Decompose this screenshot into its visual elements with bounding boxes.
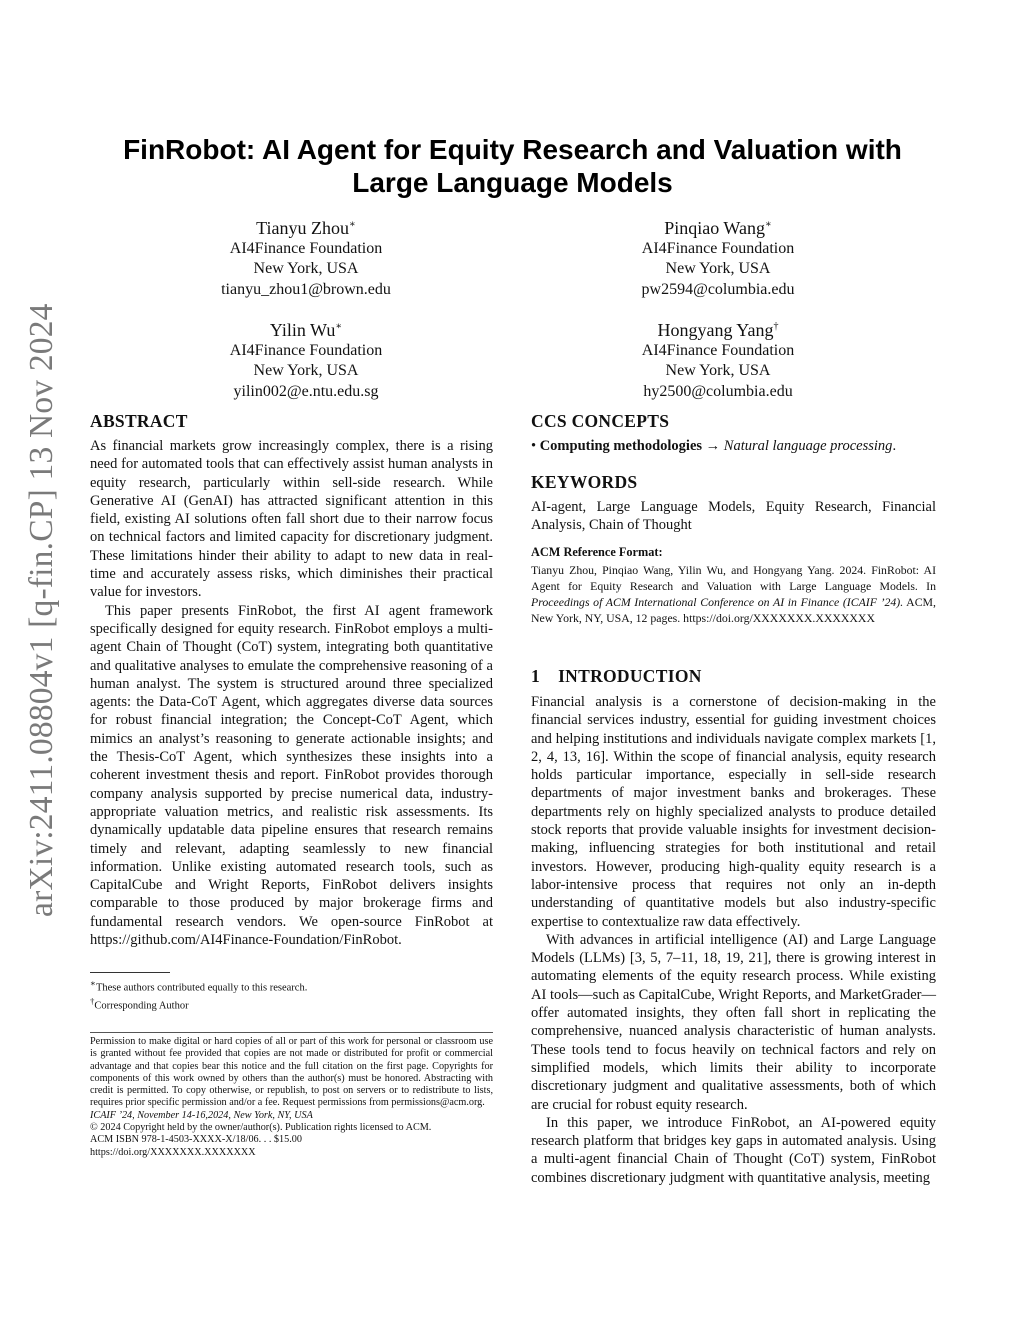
acm-ref-body: Tianyu Zhou, Pinqiao Wang, Yilin Wu, and Hongyang Yang. 2024. FinRobot: AI Agent for Equity Research and Valuation with Large Language Models. In Proceedings of ACM International Conference on AI in Finance (ICAIF ’24). ACM, New York, NY, USA, 12 pages. https://doi.org/XXXXXXX.XXXXXXX xyxy=(531,563,936,625)
footnote-equal: ∗These authors contributed equally to this research. xyxy=(90,978,308,994)
abstract-paragraph: As financial markets grow increasingly complex, there is a rising need for automated tools that can effectively assist human analysts in equity research, particularly within sell-side research. While Generative AI (GenAI) has attracted significant attention in this field, existing AI solutions often fall short due to their narrow focus on technical factors and limited capacity for discretionary judgment. These limitations hinder their ability to adapt to new data in real-time and accurately assess risks, which diminishes their practical value for investors. xyxy=(90,438,493,601)
footnote-corresponding: †Corresponding Author xyxy=(90,996,189,1012)
author-affiliation: AI4Finance Foundation xyxy=(229,240,383,257)
abstract-heading: ABSTRACT xyxy=(90,411,188,431)
author-affiliation: AI4Finance Foundation xyxy=(229,342,383,359)
copyright-line: © 2024 Copyright held by the owner/author(s). Publication rights licensed to ACM. xyxy=(90,1122,432,1134)
keywords-heading: KEYWORDS xyxy=(531,472,638,492)
intro-paragraph: With advances in artificial intelligence (AI) and Large Language Models (LLMs) [3, 5, 7–11, 18, 19, 21], there is growing interest in automating elements of the equity research process. While existing AI tools—such as CapitalCube, Wright Reports, and MarketGrader—offer automated insights, they often fall short in replicating the comprehensive, nuanced analysis characteristic of human analysts. These tools tend to focus heavily on technical factors and rely on simplified models, which limits their ability to incorporate discretionary judgment and qualitative assessments, both of which are crucial for robust equity research. xyxy=(531,931,936,1113)
abstract-body xyxy=(90,437,493,949)
paper-title: FinRobot: AI Agent for Equity Research and Valuation with Large Language Models xyxy=(123,134,902,198)
author-location: New York, USA xyxy=(665,260,771,278)
acm-ref-heading: ACM Reference Format: xyxy=(531,545,663,559)
intro-paragraph: Financial analysis is a cornerstone of decision-making in the financial services industry, essential for guiding investment choices and helping institutions and individuals navigate complex markets [1, 2, 4, 13, 16]. Within the scope of financial analysis, equity research holds particular importance, especially in sell-side research departments of major investment banks and brokerages. These departments rely on highly specialized analysts to produce detailed stock reports that provide valuable insights for investment decision-making, influencing strategies for both institutional and retail investors. However, producing high-quality equity research is a labor-intensive process that requires not only an in-depth understanding of quantitative models but also industry-specific expertise to contextualize raw data effectively. xyxy=(531,694,936,930)
footnotes xyxy=(90,977,493,1013)
permission-block xyxy=(90,1036,493,1159)
author-block xyxy=(141,316,471,402)
venue-line: ICAIF ’24, November 14-16,2024, New York, NY, USA xyxy=(90,1109,313,1121)
doi-line[interactable]: https://doi.org/XXXXXXX.XXXXXXX xyxy=(90,1146,256,1158)
author-email[interactable]: hy2500@columbia.edu xyxy=(643,382,793,400)
author-location: New York, USA xyxy=(253,260,359,278)
abstract-paragraph: This paper presents FinRobot, the first AI agent framework specifically designed for equity research. FinRobot employs a multi-agent Chain of Thought (CoT) system, integrating both quantitative and qualitative analyses to emulate the comprehensive reasoning of a human analyst. The system is structured around three specialized agents: the Data-CoT Agent, which aggregates diverse data sources for robust financial integration; the Concept-CoT Agent, which mimics an analyst’s reasoning to generate actionable insights; and the Thesis-CoT Agent, which synthesizes these insights into a coherent investment thesis and report. FinRobot provides thorough company analysis supported by precise numerical data, industry-appropriate valuation metrics, and realistic risk assessments. Its dynamically updatable data pipeline ensures that research remains timely and relevant, adapting seamlessly to new financial information. Unlike existing automated research tools, such as CapitalCube and Wright Reports, FinRobot delivers insights comparable to those produced by major brokerage firms and fundamental research vendors. We open-source FinRobot at https://github.com/AI4Finance-Foundation/FinRobot. xyxy=(90,602,493,949)
author-location: New York, USA xyxy=(253,362,359,380)
isbn-line: ACM ISBN 978-1-4503-XXXX-X/18/06. . . $15.00 xyxy=(90,1134,302,1146)
footnote-rule xyxy=(90,972,170,973)
author-email[interactable]: tianyu_zhou1@brown.edu xyxy=(221,280,391,298)
intro-heading: 1 INTRODUCTION xyxy=(531,666,702,686)
keywords-text: AI-agent, Large Language Models, Equity Research, Financial Analysis, Chain of Thought xyxy=(531,499,936,534)
author-affiliation: AI4Finance Foundation xyxy=(641,240,795,257)
author-block xyxy=(141,214,471,300)
ccs-heading: CCS CONCEPTS xyxy=(531,411,670,431)
author-name: Hongyang Yang† xyxy=(657,320,779,340)
intro-paragraph: In this paper, we introduce FinRobot, an AI-powered equity research platform that bridges key gaps in automated analysis. Using a multi-agent financial Chain of Thought (CoT) system, FinRobot combines discretionary judgment with quantitative analysis, meeting xyxy=(531,1114,936,1186)
permission-rule xyxy=(90,1032,493,1033)
author-affiliation: AI4Finance Foundation xyxy=(641,342,795,359)
arxiv-stamp: arXiv:2411.08804v1 [q-fin.CP] 13 Nov 2024 xyxy=(23,303,60,917)
author-block xyxy=(553,316,883,402)
permission-text: Permission to make digital or hard copies of all or part of this work for personal or classroom use is granted without fee provided that copies are not made or distributed for profit or commercial advantage and that copies bear this notice and the full citation on the first page. Copyrights for components of this work owned by others than the author(s) must be honored. Abstracting with credit is permitted. To copy otherwise, or republish, to post on servers or to redistribute to lists, requires prior specific permission and/or a fee. Request permissions from permissions@acm.org. xyxy=(90,1036,493,1109)
ccs-item: • Computing methodologies → Natural language processing. xyxy=(531,438,897,454)
author-email[interactable]: pw2594@columbia.edu xyxy=(641,280,795,298)
author-name: Yilin Wu∗ xyxy=(269,320,343,340)
author-location: New York, USA xyxy=(665,362,771,380)
author-name: Tianyu Zhou∗ xyxy=(256,218,356,238)
author-block xyxy=(553,214,883,300)
author-email[interactable]: yilin002@e.ntu.edu.sg xyxy=(233,382,379,400)
intro-body xyxy=(531,693,936,1187)
author-name: Pinqiao Wang∗ xyxy=(664,218,772,238)
